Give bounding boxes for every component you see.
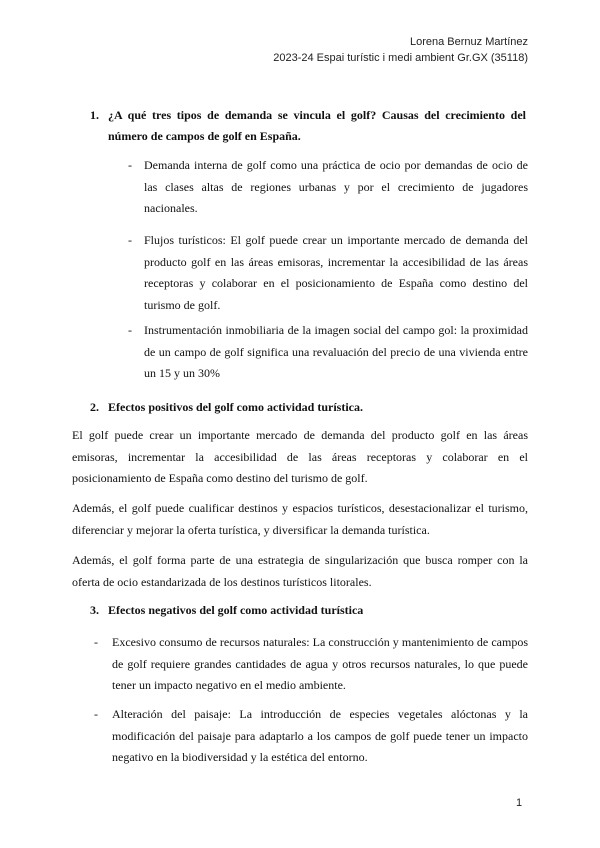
bullet-dash: - [128, 158, 132, 172]
bullet-dash: - [94, 707, 98, 721]
bullet-dash: - [128, 233, 132, 247]
section-3-heading [90, 600, 526, 621]
section-3-number: 3. [90, 603, 99, 617]
bullet-text: Flujos turísticos: El golf puede crear un importante mercado de demanda del producto golf en las áreas emisoras, incrementar la accesibilidad de las áreas receptoras y colaborar en el posicionamiento de España como destino del turismo de golf. [144, 233, 528, 312]
bullet-text: Alteración del paisaje: La introducción de especies vegetales alóctonas y la modificación del paisaje para adaptarlo a los campos de golf puede tener un impacto negativo en la biodiversidad y la estética del entorno. [112, 707, 528, 764]
section-2-number: 2. [90, 400, 99, 414]
section-1-bullet [128, 155, 528, 220]
section-2-paragraph: Además, el golf puede cualificar destinos y espacios turísticos, desestacionalizar el turismo, diferenciar y mejorar la oferta turística, y diversificar la demanda turística. [72, 501, 528, 537]
bullet-text: Excesivo consumo de recursos naturales: La construcción y mantenimiento de campos de golf requiere grandes cantidades de agua y otros recursos naturales, lo que puede tener un impacto negativo en el medio ambiente. [112, 635, 528, 692]
section-2-heading [90, 397, 526, 418]
section-2-title: Efectos positivos del golf como actividad turística. [108, 400, 363, 414]
bullet-text: Demanda interna de golf como una práctica de ocio por demandas de ocio de las clases altas de regiones urbanas y por el crecimiento de jugadores nacionales. [144, 158, 528, 215]
section-1-number: 1. [90, 108, 99, 122]
section-3-bullet [94, 632, 528, 697]
header-course: 2023-24 Espai turístic i medi ambient Gr.GX (35118) [273, 52, 528, 64]
section-1-heading [90, 105, 526, 147]
section-1-title: ¿A qué tres tipos de demanda se vincula el golf? Causas del crecimiento del número de campos de golf en España. [108, 108, 526, 143]
page-number: 1 [516, 797, 523, 809]
section-1-bullet [128, 230, 528, 316]
bullet-dash: - [94, 635, 98, 649]
section-2-paragraph: Además, el golf forma parte de una estrategia de singularización que busca romper con la oferta de ocio estandarizada de los destinos turísticos litorales. [72, 553, 528, 589]
section-1-bullet [128, 320, 528, 385]
section-2-paragraph: El golf puede crear un importante mercado de demanda del producto golf en las áreas emisoras, incrementar la accesibilidad de las áreas receptoras y colaborar en el posicionamiento de España como destino del turismo de golf. [72, 428, 528, 485]
bullet-dash: - [128, 323, 132, 337]
section-3-bullet [94, 704, 528, 769]
header-author: Lorena Bernuz Martínez [409, 36, 528, 48]
bullet-text: Instrumentación inmobiliaria de la imagen social del campo gol: la proximidad de un campo de golf significa una revaluación del precio de una vivienda entre un 15 y un 30% [144, 323, 528, 380]
section-3-title: Efectos negativos del golf como actividad turística [108, 603, 364, 617]
